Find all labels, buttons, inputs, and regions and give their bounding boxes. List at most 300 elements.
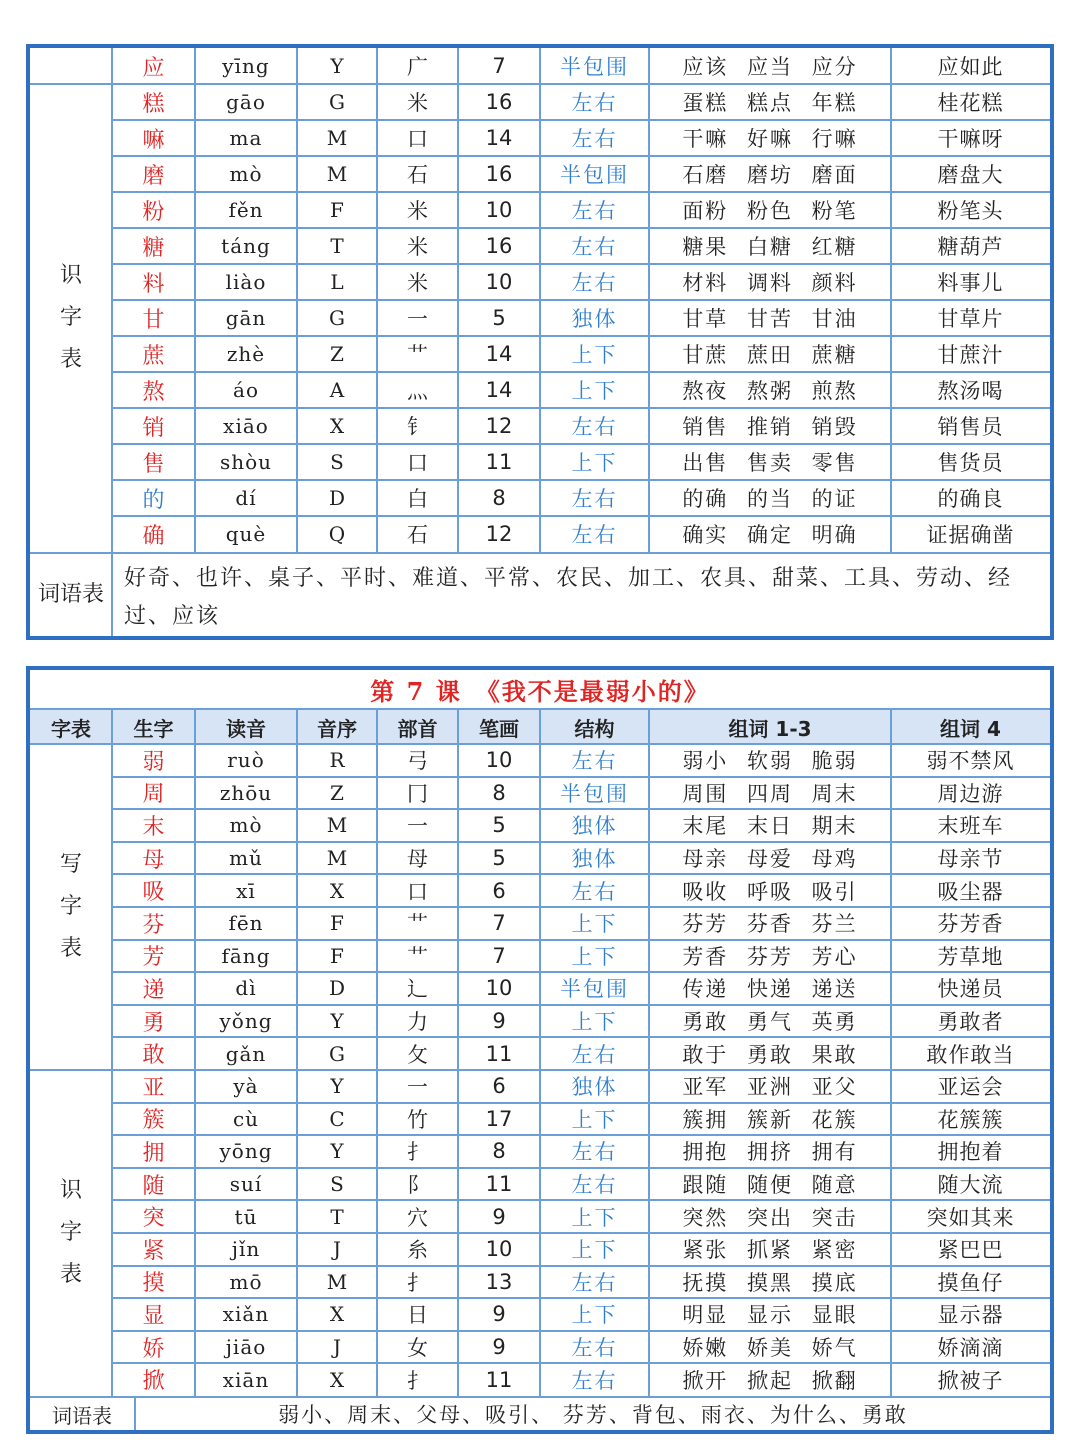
cell-pinyin: ma — [229, 126, 263, 150]
cell-order: X — [329, 1302, 345, 1327]
cell-words13: 出售 售卖 零售 — [682, 451, 858, 475]
cell-words13: 熬夜 熬粥 煎熬 — [682, 379, 858, 403]
column-header: 结构 — [574, 716, 615, 741]
cell-strokes: 10 — [485, 198, 513, 222]
cell-order: Y — [330, 1074, 344, 1099]
cell-strokes: 5 — [492, 846, 506, 871]
cell-order: X — [329, 878, 345, 903]
cell-pinyin: xiāo — [223, 414, 269, 438]
cell-structure: 左右 — [571, 1336, 618, 1361]
grid-line — [111, 48, 113, 552]
cell-char: 紧 — [142, 1238, 165, 1264]
cell-radical: 石 — [407, 523, 428, 547]
cell-pinyin: xiǎn — [222, 1302, 270, 1327]
cell-words13: 芬芳 芬香 芬兰 — [682, 912, 858, 937]
cell-structure: 左右 — [571, 1270, 618, 1295]
cell-structure: 半包围 — [560, 163, 629, 187]
cell-radical: 艹 — [407, 343, 428, 367]
cell-pinyin: mò — [229, 813, 263, 838]
cell-radical: 扌 — [407, 1140, 428, 1165]
cell-word4: 粉笔头 — [937, 199, 1004, 223]
cell-order: F — [330, 198, 344, 222]
cell-word4: 磨盘大 — [937, 163, 1004, 187]
cell-strokes: 8 — [492, 1139, 506, 1164]
cell-order: A — [329, 378, 345, 402]
cell-char: 售 — [142, 451, 165, 477]
cell-order: J — [332, 1237, 342, 1262]
grid-line — [112, 776, 1050, 778]
cell-order: G — [329, 306, 345, 330]
grid-line — [890, 710, 892, 1396]
cell-strokes: 7 — [492, 911, 506, 936]
cell-radical: 口 — [407, 879, 428, 904]
cell-word4: 周边游 — [937, 781, 1004, 806]
cell-order: M — [326, 162, 348, 186]
cell-words13: 明显 显示 显眼 — [682, 1303, 858, 1328]
category-label — [30, 1070, 112, 1396]
cell-radical: 米 — [407, 235, 428, 259]
cell-words13: 跟随 随便 随意 — [682, 1173, 858, 1198]
cell-words13: 确实 确定 明确 — [682, 523, 858, 547]
cell-structure: 独体 — [571, 847, 618, 872]
grid-line — [112, 1102, 1050, 1104]
category-label-char: 字 — [59, 894, 82, 919]
cell-word4: 母亲节 — [937, 847, 1004, 872]
cell-words13: 掀开 掀起 掀翻 — [682, 1368, 858, 1393]
grid-line — [112, 841, 1050, 843]
cell-structure: 上下 — [571, 1238, 618, 1263]
cell-structure: 上下 — [571, 912, 618, 937]
grid-line — [112, 1265, 1050, 1267]
cell-order: Y — [330, 1139, 344, 1164]
column-header: 字表 — [51, 716, 91, 741]
cell-structure: 左右 — [571, 879, 618, 904]
cell-strokes: 7 — [492, 54, 506, 78]
cell-word4: 随大流 — [937, 1173, 1004, 1198]
cell-words13: 簇拥 簇新 花簇 — [682, 1107, 858, 1132]
cell-pinyin: fāng — [221, 943, 271, 968]
cell-char: 甘 — [142, 307, 165, 333]
cell-strokes: 12 — [485, 414, 513, 438]
grid-line — [112, 407, 1050, 409]
cell-radical: 石 — [407, 163, 428, 187]
cell-pinyin: mò — [229, 162, 263, 186]
lesson-7-table — [26, 666, 1054, 1434]
column-header: 组词 4 — [940, 716, 1001, 741]
cell-char: 熬 — [142, 379, 165, 405]
cell-words13: 干嘛 好嘛 行嘛 — [682, 127, 858, 151]
cell-word4: 干嘛呀 — [937, 127, 1004, 151]
grid-line — [112, 873, 1050, 875]
category-label — [30, 84, 112, 552]
cell-radical: 冂 — [407, 781, 428, 806]
cell-pinyin: yà — [233, 1074, 259, 1099]
cell-pinyin: què — [225, 522, 267, 546]
cell-pinyin: gāo — [226, 90, 266, 114]
cell-char: 突 — [142, 1206, 165, 1232]
cell-structure: 左右 — [571, 1140, 618, 1165]
cell-words13: 敢于 勇敢 果敢 — [682, 1042, 858, 1067]
cell-char: 随 — [142, 1173, 165, 1199]
cell-char: 芬 — [142, 912, 165, 938]
grid-line — [112, 191, 1050, 193]
cell-order: Z — [330, 342, 344, 366]
cell-word4: 售货员 — [937, 451, 1004, 475]
cell-strokes: 9 — [492, 1302, 506, 1327]
cell-radical: 母 — [407, 847, 428, 872]
grid-line — [112, 227, 1050, 229]
cell-radical: 米 — [407, 271, 428, 295]
column-header: 部首 — [397, 716, 438, 741]
cell-strokes: 16 — [485, 162, 513, 186]
cell-pinyin: mō — [229, 1269, 263, 1294]
cell-words13: 弱小 软弱 脆弱 — [682, 749, 858, 774]
grid-line — [112, 1004, 1050, 1006]
cell-words13: 周围 四周 周末 — [682, 781, 858, 806]
cell-char: 弱 — [142, 749, 165, 775]
cell-words13: 吸收 呼吸 吸引 — [682, 879, 858, 904]
cell-char: 糕 — [142, 91, 165, 117]
cell-char: 确 — [142, 523, 165, 549]
cell-order: Q — [328, 522, 346, 546]
cell-word4: 快递员 — [937, 977, 1004, 1002]
cell-words13: 糖果 白糖 红糖 — [682, 235, 858, 259]
grid-line — [112, 1036, 1050, 1038]
cell-char: 周 — [142, 782, 165, 808]
cell-strokes: 8 — [492, 486, 506, 510]
cell-pinyin: fěn — [228, 198, 264, 222]
cell-order: D — [328, 976, 346, 1001]
cell-pinyin: yǒng — [219, 1009, 273, 1034]
cell-order: C — [329, 1106, 345, 1131]
cell-char: 销 — [142, 415, 165, 441]
cell-strokes: 12 — [485, 522, 513, 546]
cell-word4: 甘草片 — [937, 307, 1004, 331]
cell-strokes: 11 — [485, 450, 513, 474]
cell-words13: 娇嫩 娇美 娇气 — [682, 1336, 858, 1361]
cell-structure: 半包围 — [560, 977, 629, 1002]
cell-strokes: 11 — [485, 1041, 513, 1066]
words-list: 弱小、周末、父母、吸引、 芬芳、背包、雨衣、为什么、勇敢 — [278, 1403, 908, 1427]
cell-word4: 熬汤喝 — [937, 379, 1004, 403]
cell-strokes: 13 — [485, 1269, 513, 1294]
cell-pinyin: liào — [225, 270, 267, 294]
cell-radical: 女 — [407, 1336, 428, 1361]
cell-pinyin: tū — [234, 1204, 258, 1229]
cell-order: F — [330, 911, 344, 936]
words-list: 好奇、也许、桌子、平时、难道、平常、农民、加工、农具、甜菜、工具、劳动、经过、应该 — [124, 566, 1013, 629]
grid-line — [112, 443, 1050, 445]
grid-line — [112, 371, 1050, 373]
grid-line — [112, 1167, 1050, 1169]
cell-char: 娇 — [142, 1336, 165, 1362]
cell-order: T — [330, 1204, 344, 1229]
column-header: 组词 1-3 — [728, 716, 812, 741]
cell-radical: 米 — [407, 91, 428, 115]
cell-word4: 料事儿 — [937, 271, 1004, 295]
cell-word4: 显示器 — [937, 1303, 1004, 1328]
cell-char: 嘛 — [142, 127, 165, 153]
cell-strokes: 7 — [492, 943, 506, 968]
cell-radical: 扌 — [407, 1368, 428, 1393]
cell-words13: 面粉 粉色 粉笔 — [682, 199, 858, 223]
cell-words13: 的确 的当 的证 — [682, 487, 858, 511]
cell-order: Y — [330, 1009, 344, 1034]
cell-word4: 销售员 — [937, 415, 1004, 439]
grid-line — [112, 939, 1050, 941]
cell-pinyin: fēn — [228, 911, 264, 936]
column-header: 读音 — [226, 716, 266, 741]
cell-strokes: 6 — [492, 878, 506, 903]
cell-words13: 拥抱 拥挤 拥有 — [682, 1140, 858, 1165]
cell-order: X — [329, 1367, 345, 1392]
cell-char: 掀 — [142, 1369, 165, 1395]
cell-radical: 扌 — [407, 1270, 428, 1295]
cell-order: F — [330, 943, 344, 968]
cell-words13: 蛋糕 糕点 年糕 — [682, 91, 858, 115]
cell-radical: 日 — [407, 1303, 428, 1328]
cell-pinyin: xiān — [222, 1367, 270, 1392]
cell-pinyin: dì — [235, 976, 257, 1001]
cell-pinyin: táng — [221, 234, 271, 258]
cell-radical: 艹 — [407, 912, 428, 937]
grid-line — [112, 335, 1050, 337]
grid-line — [112, 479, 1050, 481]
cell-structure: 左右 — [571, 235, 618, 259]
cell-radical: 灬 — [407, 379, 428, 403]
cell-char: 勇 — [142, 1010, 165, 1036]
cell-word4: 末班车 — [937, 814, 1004, 839]
cell-order: S — [330, 1172, 344, 1197]
cell-strokes: 10 — [485, 270, 513, 294]
grid-line — [112, 1199, 1050, 1201]
cell-radical: 一 — [407, 1075, 428, 1100]
cell-pinyin: zhè — [226, 342, 266, 366]
cell-word4: 甘蔗汁 — [937, 343, 1004, 367]
cell-radical: 辶 — [407, 977, 428, 1002]
cell-structure: 上下 — [571, 451, 618, 475]
grid-line — [111, 554, 113, 636]
cell-word4: 弱不禁风 — [926, 749, 1015, 774]
cell-order: G — [329, 1041, 345, 1066]
cell-words13: 芳香 芬芳 芳心 — [682, 944, 858, 969]
cell-structure: 左右 — [571, 523, 618, 547]
cell-char: 的 — [142, 487, 165, 513]
category-label-char: 识 — [59, 1178, 82, 1203]
cell-strokes: 5 — [492, 813, 506, 838]
cell-char: 粉 — [142, 199, 165, 225]
cell-structure: 左右 — [571, 91, 618, 115]
grid-line — [112, 906, 1050, 908]
cell-order: G — [329, 90, 345, 114]
cell-strokes: 6 — [492, 1074, 506, 1099]
cell-structure: 上下 — [571, 1303, 618, 1328]
cell-pinyin: mǔ — [229, 846, 263, 871]
cell-words13: 末尾 末日 期末 — [682, 814, 858, 839]
cell-radical: 糸 — [407, 1238, 428, 1263]
category-label-char: 识 — [59, 263, 82, 288]
category-label — [30, 744, 112, 1070]
cell-structure: 独体 — [571, 814, 618, 839]
grid-line — [111, 710, 113, 1396]
grid-line — [194, 710, 196, 1396]
cell-structure: 左右 — [571, 127, 618, 151]
cell-word4: 吸尘器 — [937, 879, 1004, 904]
cell-order: J — [332, 1335, 342, 1360]
cell-strokes: 10 — [485, 976, 513, 1001]
words-label: 词语表 — [37, 582, 104, 607]
cell-char: 磨 — [142, 163, 165, 189]
cell-pinyin: gān — [225, 306, 267, 330]
cell-word4: 摸鱼仔 — [937, 1270, 1004, 1295]
grid-line — [112, 971, 1050, 973]
grid-line — [648, 710, 650, 1396]
cell-radical: 弓 — [407, 749, 428, 774]
cell-word4: 掀被子 — [937, 1368, 1004, 1393]
grid-line — [376, 710, 378, 1396]
cell-char: 亚 — [142, 1075, 165, 1101]
grid-line — [457, 48, 459, 552]
cell-word4: 突如其来 — [926, 1205, 1015, 1230]
cell-order: M — [326, 126, 348, 150]
cell-words13: 抚摸 摸黑 摸底 — [682, 1270, 858, 1295]
cell-order: R — [329, 748, 345, 773]
cell-char: 敢 — [142, 1043, 165, 1069]
cell-word4: 应如此 — [937, 55, 1004, 79]
cell-word4: 拥抱着 — [937, 1140, 1004, 1165]
grid-line — [112, 299, 1050, 301]
lesson-table-continued — [26, 44, 1054, 640]
cell-strokes: 5 — [492, 306, 506, 330]
cell-pinyin: jiāo — [225, 1335, 267, 1360]
cell-strokes: 11 — [485, 1367, 513, 1392]
cell-strokes: 16 — [485, 90, 513, 114]
cell-word4: 花簇簇 — [937, 1107, 1004, 1132]
grid-line — [112, 1232, 1050, 1234]
cell-char: 母 — [142, 847, 165, 873]
cell-char: 蔗 — [142, 343, 165, 369]
cell-word4: 亚运会 — [937, 1075, 1004, 1100]
category-label-char: 字 — [59, 305, 82, 330]
cell-char: 簇 — [142, 1108, 165, 1134]
grid-line — [112, 1362, 1050, 1364]
cell-strokes: 11 — [485, 1172, 513, 1197]
cell-pinyin: áo — [233, 378, 259, 402]
column-header: 笔画 — [479, 716, 519, 741]
cell-pinyin: xī — [236, 878, 256, 903]
cell-strokes: 10 — [485, 748, 513, 773]
cell-pinyin: jǐn — [231, 1237, 261, 1262]
cell-pinyin: yōng — [219, 1139, 273, 1164]
cell-radical: 阝 — [407, 1173, 428, 1198]
cell-strokes: 14 — [485, 378, 513, 402]
grid-line — [112, 1330, 1050, 1332]
cell-order: D — [328, 486, 346, 510]
cell-char: 应 — [142, 55, 165, 81]
column-header: 音序 — [317, 716, 357, 741]
words-label: 词语表 — [52, 1403, 112, 1428]
category-label-char: 字 — [59, 1220, 82, 1245]
cell-words13: 甘草 甘苦 甘油 — [682, 307, 858, 331]
cell-structure: 左右 — [571, 1368, 618, 1393]
grid-line — [30, 552, 1050, 554]
column-header: 生字 — [133, 716, 174, 741]
grid-line — [112, 263, 1050, 265]
cell-order: M — [326, 1269, 348, 1294]
cell-word4: 的确良 — [937, 487, 1004, 511]
cell-word4: 敢作敢当 — [926, 1042, 1015, 1067]
cell-char: 吸 — [142, 880, 165, 906]
cell-word4: 证据确凿 — [926, 523, 1015, 547]
cell-pinyin: ruò — [227, 748, 265, 773]
cell-structure: 半包围 — [560, 781, 629, 806]
cell-pinyin: gǎn — [225, 1041, 267, 1066]
cell-strokes: 14 — [485, 342, 513, 366]
cell-pinyin: dí — [235, 486, 257, 510]
grid-line — [376, 48, 378, 552]
cell-structure: 上下 — [571, 1010, 618, 1035]
cell-structure: 左右 — [571, 199, 618, 223]
cell-structure: 左右 — [571, 1042, 618, 1067]
cell-pinyin: shòu — [219, 450, 273, 474]
cell-radical: 广 — [407, 55, 428, 79]
cell-radical: 口 — [407, 451, 428, 475]
cell-structure: 上下 — [571, 1107, 618, 1132]
cell-structure: 上下 — [571, 379, 618, 403]
cell-pinyin: yīng — [222, 54, 270, 78]
cell-word4: 芬芳香 — [937, 912, 1004, 937]
cell-structure: 上下 — [571, 343, 618, 367]
cell-radical: 钅 — [407, 415, 428, 439]
cell-words13: 母亲 母爱 母鸡 — [682, 847, 858, 872]
cell-radical: 白 — [407, 487, 428, 511]
category-label-char: 表 — [59, 1262, 82, 1287]
cell-order: Z — [330, 780, 344, 805]
cell-strokes: 9 — [492, 1335, 506, 1360]
cell-char: 末 — [142, 814, 165, 840]
cell-char: 递 — [142, 977, 165, 1003]
cell-word4: 娇滴滴 — [937, 1336, 1004, 1361]
cell-words13: 甘蔗 蔗田 蔗糖 — [682, 343, 858, 367]
category-label-char: 表 — [59, 347, 82, 372]
cell-words13: 传递 快递 递送 — [682, 977, 858, 1002]
cell-strokes: 9 — [492, 1204, 506, 1229]
cell-radical: 口 — [407, 127, 428, 151]
cell-words13: 石磨 磨坊 磨面 — [682, 163, 858, 187]
cell-strokes: 10 — [485, 1237, 513, 1262]
cell-word4: 紧巴巴 — [937, 1238, 1004, 1263]
cell-order: L — [330, 270, 344, 294]
cell-order: X — [329, 414, 345, 438]
lesson-title: 第 7 课 《我不是最弱小的》 — [370, 676, 710, 706]
cell-words13: 应该 应当 应分 — [682, 55, 858, 79]
cell-pinyin: zhōu — [219, 780, 273, 805]
cell-structure: 上下 — [571, 1205, 618, 1230]
cell-words13: 突然 突出 突击 — [682, 1205, 858, 1230]
cell-structure: 独体 — [571, 1075, 618, 1100]
grid-line — [296, 710, 298, 1396]
cell-pinyin: suí — [229, 1172, 263, 1197]
cell-structure: 左右 — [571, 271, 618, 295]
cell-order: S — [330, 450, 344, 474]
cell-radical: 一 — [407, 307, 428, 331]
grid-line — [112, 515, 1050, 517]
cell-strokes: 14 — [485, 126, 513, 150]
cell-word4: 桂花糕 — [937, 91, 1004, 115]
grid-line — [890, 48, 892, 552]
cell-char: 拥 — [142, 1140, 165, 1166]
cell-strokes: 16 — [485, 234, 513, 258]
